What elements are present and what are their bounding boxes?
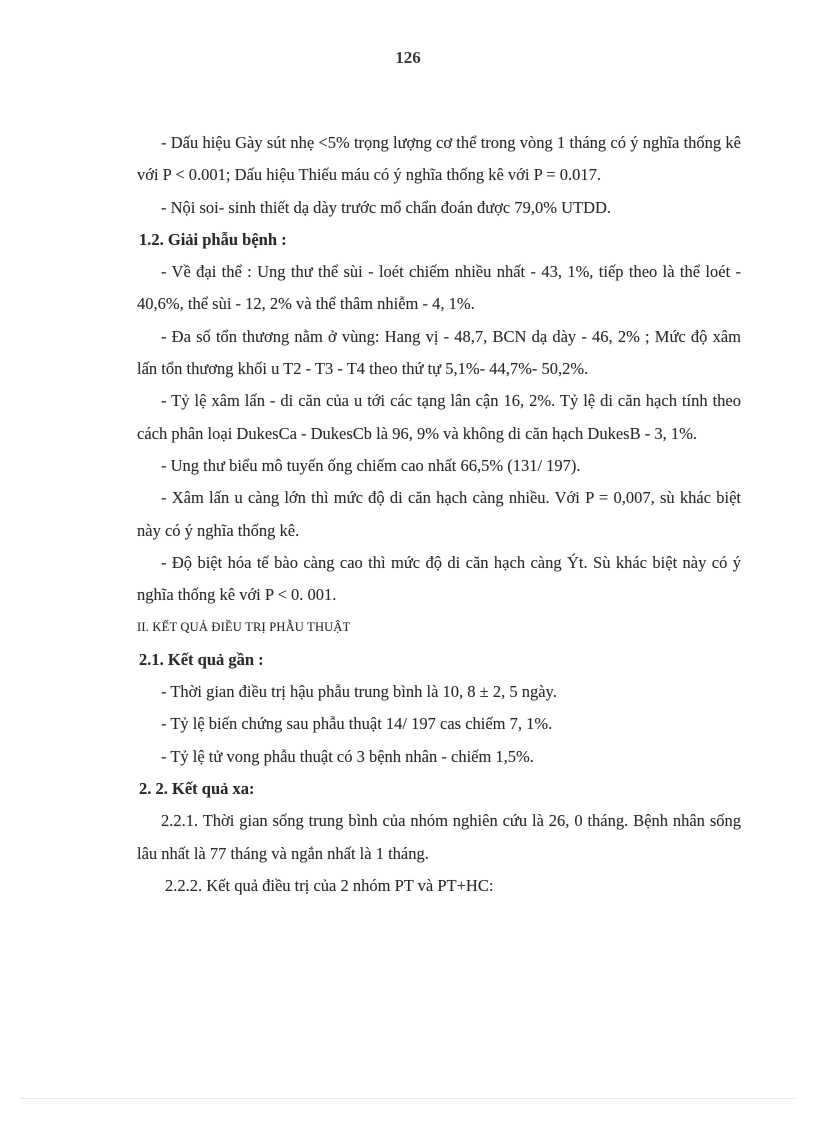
paragraph-adenocarcinoma: - Ung thư biểu mô tuyến ống chiếm cao nhất 66,5% (131/ 197).: [161, 455, 581, 475]
paragraph-invasion-correlation: - Xâm lấn u càng lớn thì mức độ di căn hạch càng nhiều. Với P = 0,007, sù khác biệt này có ý nghĩa thống kê.: [137, 488, 741, 540]
part-heading-surgical-results: II. KẾT QUẢ ĐIỀU TRỊ PHẪU THUẬT: [137, 620, 351, 635]
section-heading-short-term: 2.1. Kết quả gần :: [139, 649, 264, 669]
page-number: 126: [395, 48, 421, 67]
paragraph-differentiation: - Độ biệt hóa tế bào càng cao thì mức độ di căn hạch càng Ýt. Sù khác biệt này có ý nghĩa thống kê với P < 0. 001.: [137, 552, 741, 605]
paragraph-endoscopy-biopsy: - Nội soi- sinh thiết dạ dày trước mổ chẩn đoán được 79,0% UTDD.: [161, 197, 612, 217]
document-body: [137, 127, 741, 902]
paragraph-complication-rate: - Tỷ lệ biến chứng sau phẫu thuật 14/ 197 cas chiếm 7, 1%.: [161, 714, 553, 734]
paragraph-lesion-location: - Đa số tổn thương nằm ở vùng: Hang vị - 48,7, BCN dạ dày - 46, 2% ; Mức độ xâm lấn tổn thương khối u T2 - T3 - T4 theo thứ tự 5,1%- 44,7%- 50,2%.: [137, 326, 741, 379]
section-heading-long-term: 2. 2. Kết quả xa:: [139, 778, 255, 798]
page-bottom-divider: [20, 1098, 796, 1099]
section-heading-pathology: 1.2. Giải phẫu bệnh :: [139, 229, 287, 249]
paragraph-macroscopic: - Về đại thể : Ung thư thể sùi - loét chiếm nhiều nhất - 43, 1%, tiếp theo là thể loét - 40,6%, thể sùi - 12, 2% và thể thâm nhiễm - 4, 1%.: [137, 262, 741, 314]
paragraph-survival-time: 2.2.1. Thời gian sống trung bình của nhóm nghiên cứu là 26, 0 tháng. Bệnh nhân sống lâu nhất là 77 tháng và ngắn nhất là 1 tháng.: [137, 811, 741, 863]
paragraph-mortality-rate: - Tỷ lệ tử vong phẫu thuật có 3 bệnh nhân - chiếm 1,5%.: [161, 746, 534, 766]
paragraph-postop-duration: - Thời gian điều trị hậu phẫu trung bình là 10, 8 ± 2, 5 ngày.: [161, 682, 557, 702]
paragraph-weight-loss-anemia: - Dấu hiệu Gày sút nhẹ <5% trọng lượng cơ thể trong vòng 1 tháng có ý nghĩa thống kê với P < 0.001; Dấu hiệu Thiếu máu có ý nghĩa thống kê với P = 0.017.: [137, 133, 741, 185]
paragraph-invasion-metastasis: - Tỷ lệ xâm lấn - di căn của u tới các tạng lân cận 16, 2%. Tỷ lệ di căn hạch tính theo cách phân loại DukesCa - DukesCb là 96, 9% và không di căn hạch DukesB - 3, 1%.: [137, 391, 741, 443]
paragraph-treatment-groups: 2.2.2. Kết quả điều trị của 2 nhóm PT và PT+HC:: [165, 875, 494, 895]
